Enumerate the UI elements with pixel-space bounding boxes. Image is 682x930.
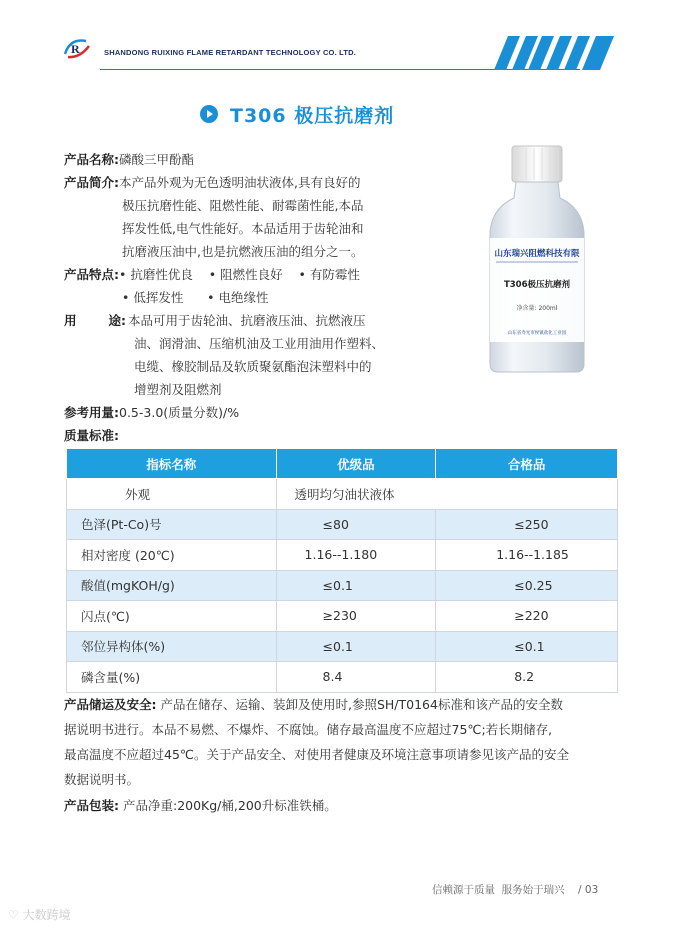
page-header xyxy=(0,0,682,80)
play-arrow-icon xyxy=(200,105,218,123)
product-name-value: 磷酸三甲酚酯 xyxy=(119,152,195,167)
standard-row xyxy=(64,424,384,447)
product-name-label: 产品名称: xyxy=(64,152,119,167)
product-features-label: 产品特点: xyxy=(64,267,119,282)
product-use-row xyxy=(64,309,384,332)
product-name-row xyxy=(64,148,384,171)
product-use-line: 油、润滑油、压缩机油及工业用油用作塑料、 xyxy=(134,336,385,351)
table-cell-premium: 8.4 xyxy=(276,662,436,693)
brand-stripe-icon xyxy=(488,32,618,72)
watermark-text: 大数跨境 xyxy=(22,908,71,922)
dosage-row xyxy=(64,401,384,424)
product-use-line: 电缆、橡胶制品及软质聚氨酯泡沫塑料中的 xyxy=(134,359,372,374)
packaging-label: 产品包装: xyxy=(64,798,119,813)
product-use-line: 增塑剂及阻燃剂 xyxy=(134,382,222,397)
quality-standard-table xyxy=(66,448,618,693)
page-footer: 信赖源于质量 服务始于瑞兴 / 03 xyxy=(432,884,599,896)
table-header-row xyxy=(67,449,618,479)
table-header-qualified: 合格品 xyxy=(436,449,618,479)
product-bottle-image xyxy=(482,142,592,374)
storage-line: 最高温度不应超过45℃。关于产品安全、对使用者健康及环境注意事项请参见该产品的安全 xyxy=(64,747,569,762)
dosage-label: 参考用量: xyxy=(64,405,119,420)
company-name: SHANDONG RUIXING FLAME RETARDANT TECHNOLOGY CO. LTD. xyxy=(104,48,357,57)
product-intro-line: 挥发性低,电气性能好。本品适用于齿轮油和 xyxy=(122,221,364,236)
product-use-line: 本品可用于齿轮油、抗磨液压油、抗燃液压 xyxy=(128,313,366,328)
use-label-part: 用 xyxy=(64,313,77,328)
table-cell-premium: 1.16--1.180 xyxy=(276,540,436,571)
storage-line: 据说明书进行。本品不易燃、不爆炸、不腐蚀。储存最高温度不应超过75℃;若长期储存, xyxy=(64,722,553,737)
product-intro-line: 抗磨液压油中,也是抗燃液压油的组分之一。 xyxy=(122,244,364,259)
table-cell-name: 磷含量(%) xyxy=(67,662,277,693)
product-use-label xyxy=(64,309,128,332)
title-text: T306 极压抗磨剂 xyxy=(230,104,395,127)
storage-line: 数据说明书。 xyxy=(64,772,140,787)
table-cell-premium: ≤0.1 xyxy=(276,570,436,601)
packaging-section xyxy=(64,796,337,814)
dosage-value: 0.5-3.0(质量分数)/% xyxy=(119,405,240,420)
table-row xyxy=(67,570,618,601)
product-intro-line: 极压抗磨性能、阻燃性能、耐霉菌性能,本品 xyxy=(122,198,364,213)
svg-text:R: R xyxy=(71,42,80,56)
table-cell-appearance: 透明均匀油状液体 xyxy=(276,479,617,510)
table-header-name: 指标名称 xyxy=(67,449,277,479)
table-cell-name: 闪点(℃) xyxy=(67,601,277,632)
table-row xyxy=(67,631,618,662)
table-cell-qualified: ≤250 xyxy=(436,509,618,540)
table-cell-premium: ≤80 xyxy=(276,509,436,540)
table-header-premium: 优级品 xyxy=(276,449,436,479)
use-label-part: 途: xyxy=(108,313,126,328)
table-cell-name: 邻位异构体(%) xyxy=(67,631,277,662)
table-cell-qualified: ≤0.25 xyxy=(436,570,618,601)
bottle-label-volume: 净含量: 200ml xyxy=(516,305,558,312)
table-cell-qualified: ≥220 xyxy=(436,601,618,632)
storage-text: 产品在储存、运输、装卸及使用时,参照SH/T0164标准和该产品的安全数 xyxy=(160,697,563,712)
storage-label: 产品储运及安全: xyxy=(64,697,157,712)
page-title xyxy=(200,100,394,128)
product-features-line: • 抗磨性优良 • 阻燃性良好 • 有防霉性 xyxy=(119,267,360,282)
watermark-icon: ♡ xyxy=(8,908,23,922)
bottle-label-company: 山东瑞兴阻燃科技有限 xyxy=(494,249,580,259)
table-row xyxy=(67,662,618,693)
storage-line xyxy=(64,692,620,717)
product-intro-label: 产品简介: xyxy=(64,175,119,190)
table-cell-name: 色泽(Pt-Co)号 xyxy=(67,509,277,540)
storage-safety-section xyxy=(64,692,620,792)
table-row xyxy=(67,540,618,571)
table-cell-name: 相对密度 (20℃) xyxy=(67,540,277,571)
table-row xyxy=(67,479,618,510)
bottle-label-product: T306极压抗磨剂 xyxy=(503,280,571,290)
bottle-label-address: 山东省寿光市侯镇盐化工业园 xyxy=(507,331,567,336)
watermark xyxy=(8,906,71,923)
table-cell-qualified: 1.16--1.185 xyxy=(436,540,618,571)
table-cell-name: 酸值(mgKOH/g) xyxy=(67,570,277,601)
standard-label: 质量标准: xyxy=(64,428,119,443)
product-intro-line: 本产品外观为无色透明油状液体,具有良好的 xyxy=(119,175,361,190)
table-row xyxy=(67,509,618,540)
product-features-row xyxy=(64,263,384,286)
product-features-line: • 低挥发性 • 电绝缘性 xyxy=(122,290,269,305)
product-info xyxy=(64,148,384,447)
table-cell-premium: ≤0.1 xyxy=(276,631,436,662)
table-row xyxy=(67,601,618,632)
table-cell-premium: ≥230 xyxy=(276,601,436,632)
product-intro-row xyxy=(64,171,384,194)
table-cell-name: 外观 xyxy=(67,479,277,510)
packaging-value: 产品净重:200Kg/桶,200升标准铁桶。 xyxy=(122,798,337,813)
table-cell-qualified: ≤0.1 xyxy=(436,631,618,662)
table-cell-qualified: 8.2 xyxy=(436,662,618,693)
company-logo-icon xyxy=(62,36,92,60)
